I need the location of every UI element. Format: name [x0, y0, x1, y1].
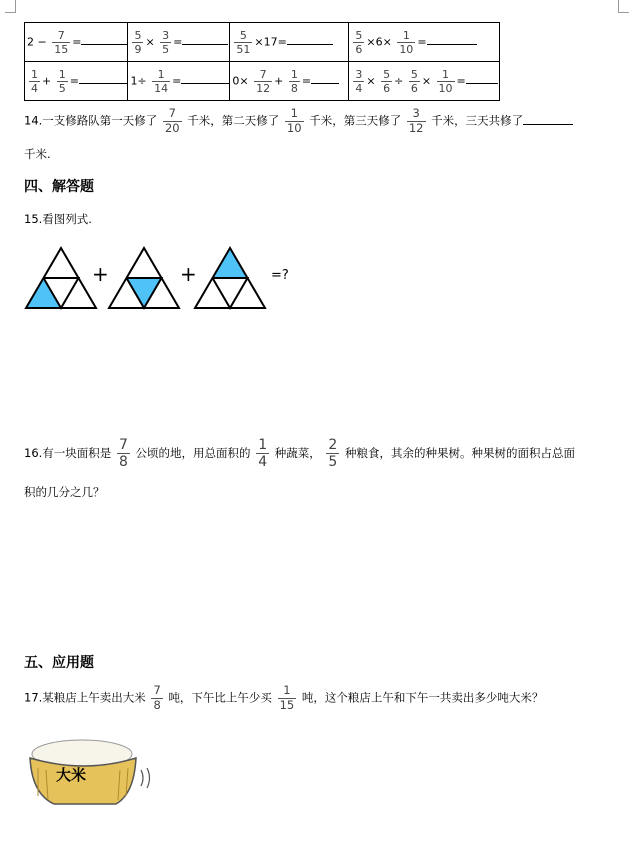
question-15-text: 15.看图列式. — [24, 212, 92, 226]
table-cell: 2 − $\frac{7}{15}$ = — [25, 23, 128, 62]
question-16: 16.有一块面积是 $\frac{7}{8}$ 公顷的地，用总面积的 $\frac{1}{4}$ 种蔬菜， $\frac{2}{5}$ 种粮食，其余的种果树。种果树的面积占总面 — [24, 437, 575, 470]
answer-blank[interactable] — [181, 73, 229, 84]
shaded-piece — [26, 278, 61, 308]
table-cell: $\frac{1}{4}$ + $\frac{1}{5}$ = — [25, 62, 128, 101]
table-cell: 0× $\frac{7}{12}$ + $\frac{1}{8}$ = — [230, 62, 349, 101]
answer-blank[interactable] — [466, 73, 498, 84]
plus-sign: + — [92, 262, 109, 286]
answer-blank[interactable] — [81, 34, 127, 45]
table-cell: $\frac{5}{9}$ × $\frac{3}{5}$ = — [128, 23, 230, 62]
equals-question: =? — [271, 268, 289, 283]
question-14: 14.一支修路队第一天修了 $\frac{7}{20}$ 千米，第二天修了 $\frac{1}{10}$ 千米，第三天修了 $\frac{3}{12}$ 千米，三天共修了 — [24, 108, 573, 134]
table-row — [25, 62, 500, 101]
answer-blank[interactable] — [311, 73, 339, 84]
page-corner-mark-right — [618, 0, 629, 13]
calculation-table — [24, 22, 500, 101]
rice-label: 大米 — [56, 766, 87, 784]
answer-blank[interactable] — [182, 34, 228, 45]
triangle-figure-2 — [107, 244, 182, 310]
table-cell: $\frac{5}{51}$ ×17= — [230, 23, 349, 62]
answer-blank[interactable] — [523, 114, 573, 125]
section-heading-4: 四、解答题 — [24, 179, 94, 195]
answer-blank[interactable] — [427, 34, 477, 45]
table-cell: $\frac{3}{4}$ × $\frac{5}{6}$ ÷ $\frac{5}{6}$ × $\frac{1}{10}$ = — [349, 62, 500, 101]
page-corner-mark-left — [5, 0, 16, 13]
table-cell: 1÷ $\frac{1}{14}$ = — [128, 62, 230, 101]
table-cell: $\frac{5}{6}$ ×6× $\frac{1}{10}$ = — [349, 23, 500, 62]
answer-blank[interactable] — [79, 73, 127, 84]
shaded-piece — [127, 278, 162, 308]
question-17: 17.某粮店上午卖出大米 $\frac{7}{8}$ 吨，下午比上午少买 $\frac{1}{15}$ 吨，这个粮店上午和下午一共卖出多少吨大米？ — [24, 683, 544, 712]
triangle-figure-3 — [193, 244, 268, 310]
plus-sign: + — [180, 262, 197, 286]
question-14-continued: 千米. — [24, 147, 51, 161]
question-16-continued: 积的几分之几？ — [24, 485, 105, 499]
rice-sack-illustration — [24, 734, 154, 808]
table-row — [25, 23, 500, 62]
triangle-figure-1 — [24, 244, 99, 310]
section-heading-5: 五、应用题 — [24, 655, 94, 671]
shaded-piece — [213, 248, 248, 278]
answer-blank[interactable] — [287, 34, 333, 45]
